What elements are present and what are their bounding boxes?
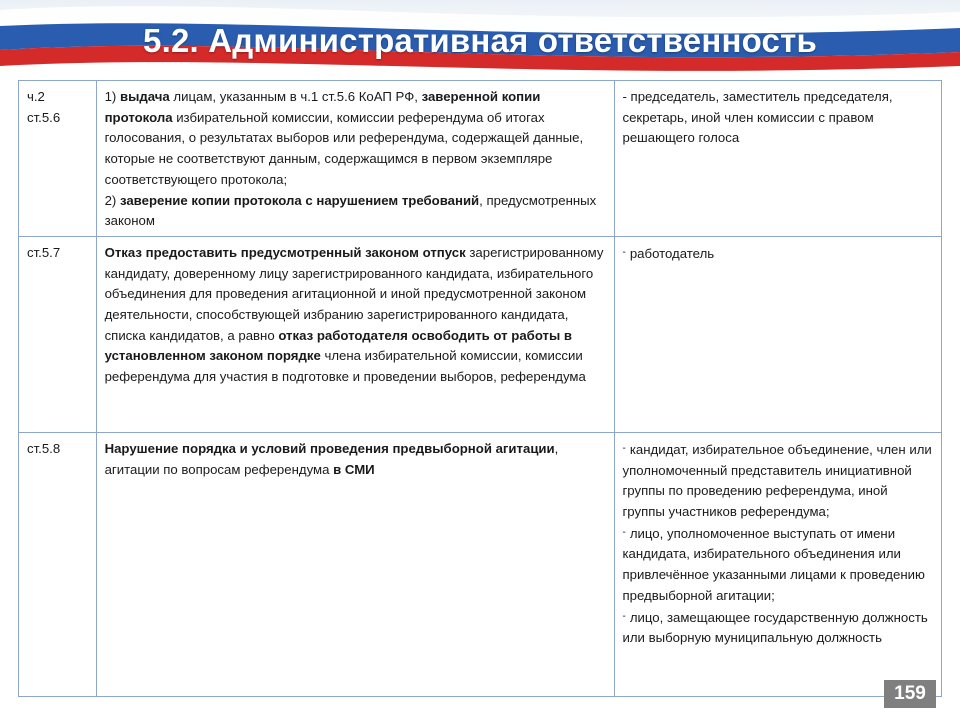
bullet-icon: - [622,610,626,622]
subject-cell: - работодатель [614,236,942,432]
bullet-icon: - [622,442,626,454]
table-row [19,81,942,237]
description-cell: Отказ предоставить предусмотренный законом отпуск зарегистрированному кандидату, доверенному лицу зарегистрированного кандидата, избирательного объединения для проведения агитационной и иной предусмотренной законом деятельности, способствующей избранию зарегистрированного кандидата, списка кандидатов, а равно отказ работодателя освободить от работы в установленном законом порядке члена избирательной комиссии, комиссии референдума для участия в подготовке и проведении выборов, референдума [96,236,614,432]
bullet-icon: - [622,526,626,538]
subject-cell: - кандидат, избирательное объединение, член или уполномоченный представитель инициативной группы по проведению референдума, иной группы участников референдума; - лицо, уполномоченное выступать от имени кандидата, избирательного объединения или привлечённое указанными лицами к проведению предвыборной агитации; - лицо, замещающее государственную должность или выборную муниципальную должность [614,432,942,696]
article-cell: ст.5.8 [19,432,97,696]
article-cell: ст.5.7 [19,236,97,432]
description-cell: 1) выдача лицам, указанным в ч.1 ст.5.6 КоАП РФ, заверенной копии протокола избирательной комиссии, комиссии референдума об итогах голосования, о результатах выборов или референдума, содержащей данные, которые не соответствуют данным, содержащимся в первом экземпляре соответствующего протокола; 2) заверение копии протокола с нарушением требований, предусмотренных законом [96,81,614,237]
table-row [19,236,942,432]
page-number-badge: 159 [884,680,936,708]
header-banner [0,0,960,80]
subject-cell: - председатель, заместитель председателя, секретарь, иной член комиссии с правом решающего голоса [614,81,942,237]
article-cell: ч.2 ст.5.6 [19,81,97,237]
table-row [19,432,942,696]
description-cell: Нарушение порядка и условий проведения предвыборной агитации, агитации по вопросам референдума в СМИ [96,432,614,696]
liability-table [18,80,942,697]
bullet-icon: - [622,246,626,258]
slide-title: 5.2. Административная ответственность [143,22,817,59]
